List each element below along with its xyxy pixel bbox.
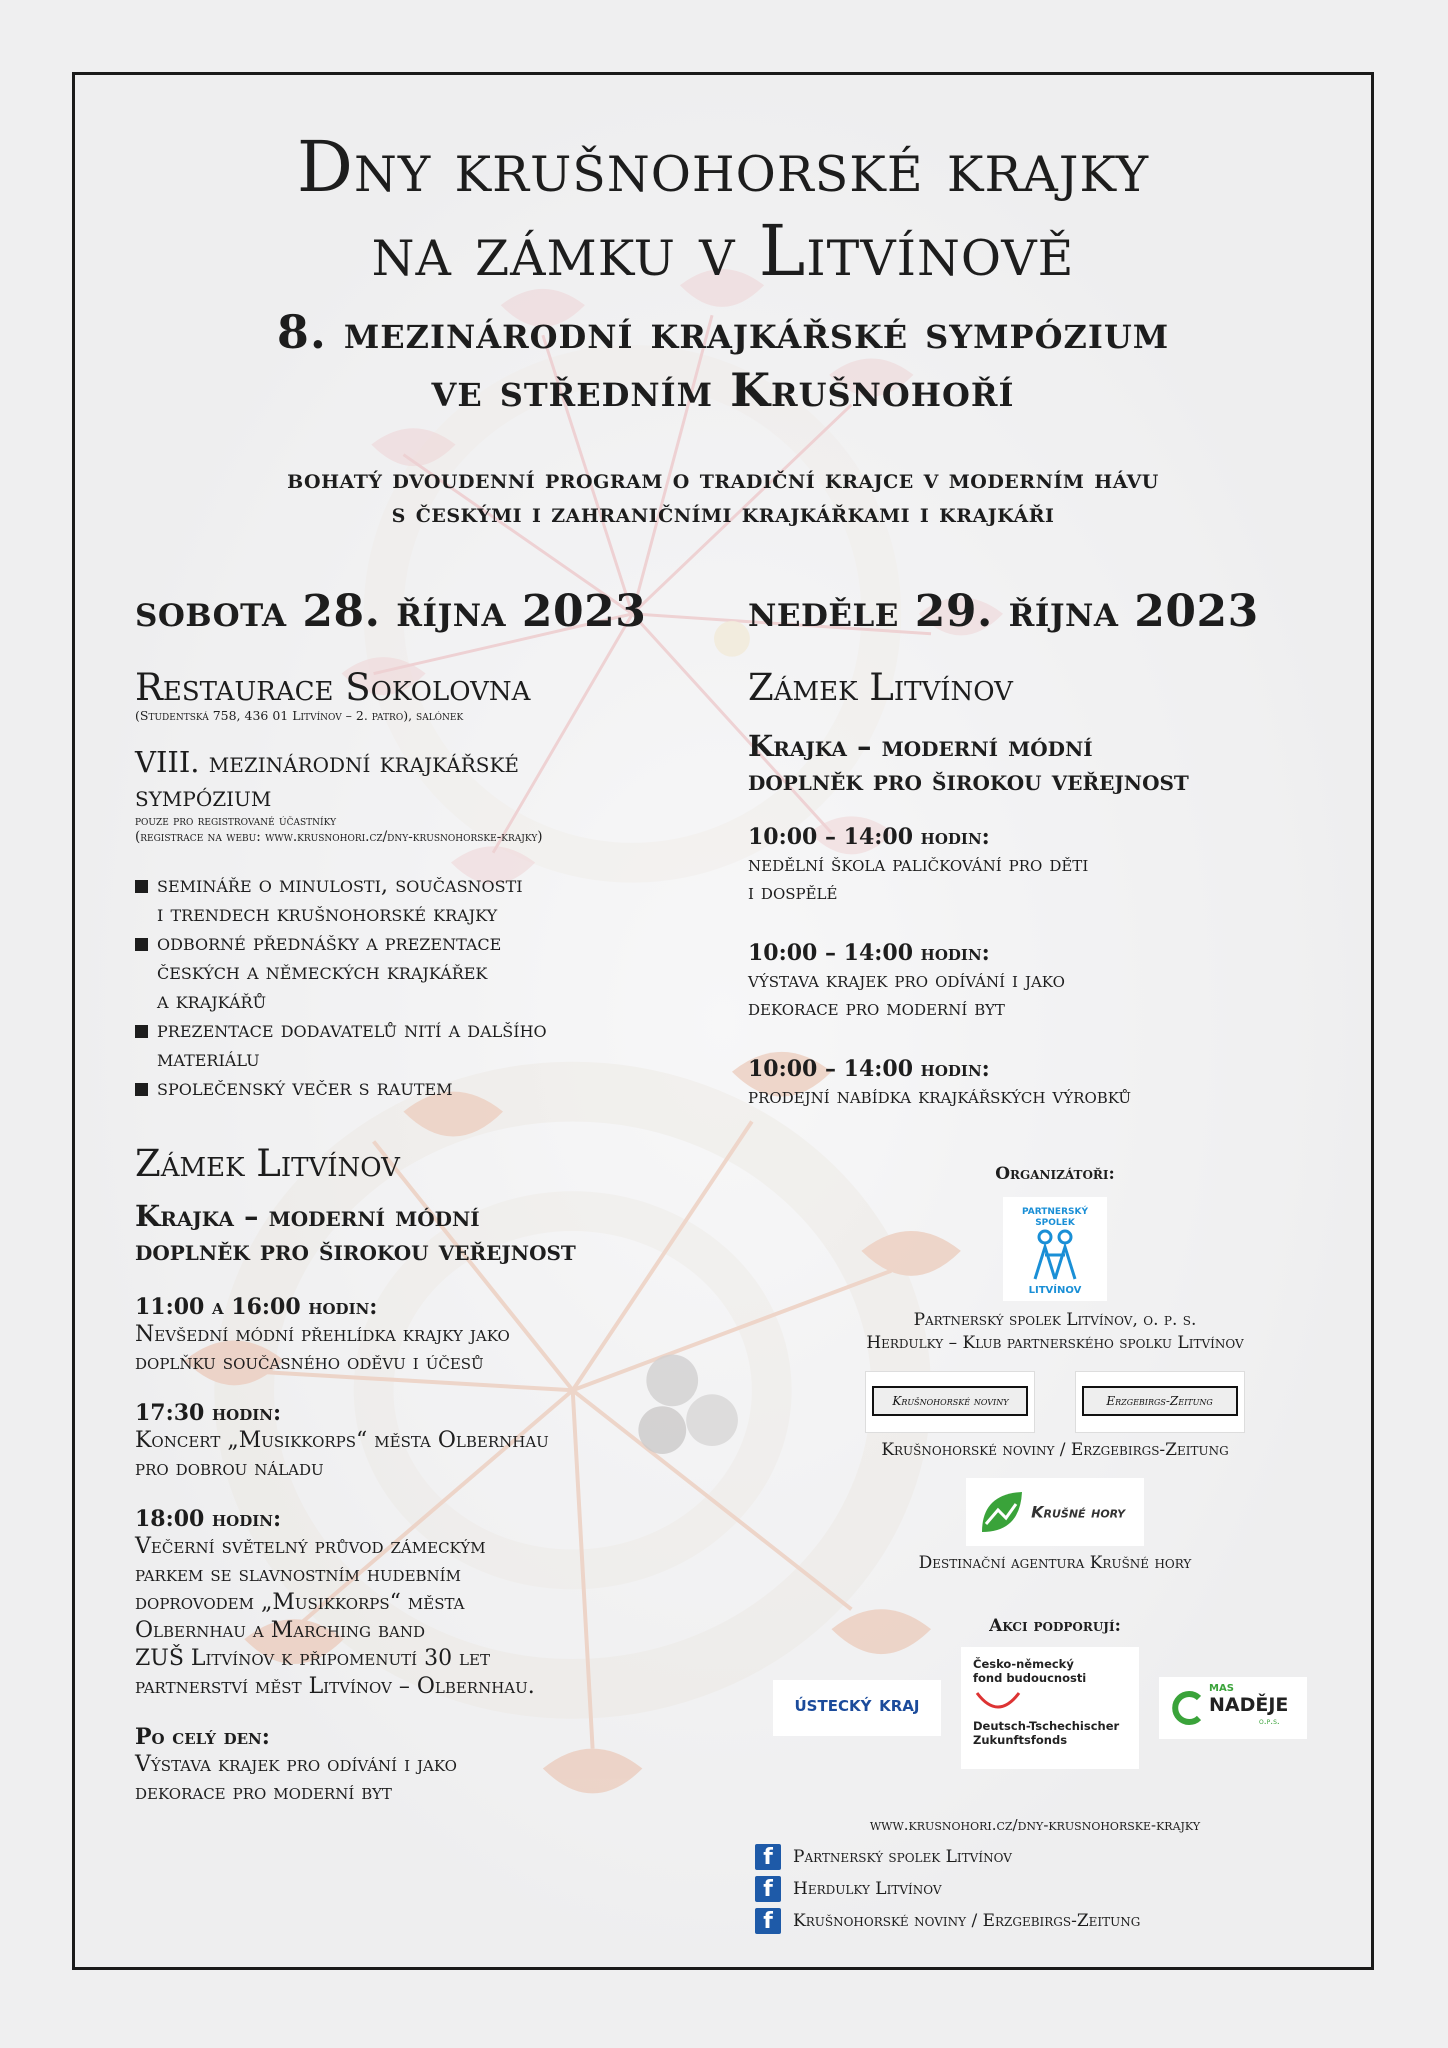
newspaper-logos	[755, 1371, 1355, 1433]
mas-nadeje-logo	[1159, 1677, 1307, 1739]
program-description: Večerní světelný průvod zámeckým parkem se slavnostním hudebním doprovodem „Musikkorps“ města Olbernhau a Marching band ZUŠ Litvínov k připomenutí 30 let partnerství měst Litvínov – Olbernhau.	[135, 1534, 535, 1699]
saturday-program-item	[135, 1723, 775, 1807]
logo-text: MAS	[1209, 1683, 1234, 1694]
saturday-venue2: Zámek Litvínov	[135, 1142, 400, 1185]
krusne-hory-logo	[966, 1478, 1144, 1546]
saturday-date: sobota 28. října 2023	[135, 586, 647, 637]
logo-text: Krušné hory	[1031, 1502, 1126, 1522]
sunday-column	[748, 585, 1348, 1133]
saturday-venue1-address: (Studentská 758, 436 01 Litvínov – 2. patro), salónek	[135, 708, 464, 723]
poster-frame	[72, 72, 1374, 1970]
leaf-c-icon	[1169, 1690, 1205, 1726]
program-time: 17:30 hodin:	[135, 1400, 282, 1426]
program-time: 10:00 – 14:00 hodin:	[748, 1056, 990, 1082]
sunday-event-title-line2: doplněk pro širokou veřejnost	[748, 763, 1189, 797]
saturday-program-item	[135, 1505, 775, 1701]
saturday-program-item	[135, 1399, 775, 1483]
saturday-venue1: Restaurace Sokolovna	[135, 666, 531, 709]
organizers-label: Organizátoři:	[995, 1164, 1115, 1184]
program-time: Po celý den:	[135, 1724, 270, 1750]
organizer-name: Destinační agentura Krušné hory	[918, 1553, 1192, 1573]
program-time: 10:00 – 14:00 hodin:	[748, 824, 990, 850]
logo-text: NADĚJE	[1209, 1694, 1289, 1716]
organizer-name: Partnerský spolek Litvínov, o. p. s.	[913, 1310, 1197, 1330]
smile-arc-icon	[973, 1689, 1023, 1715]
bullet-item	[135, 929, 775, 1016]
facebook-link[interactable]	[755, 1873, 1315, 1905]
supporter-logos	[725, 1647, 1355, 1769]
bullet-text: i trendech krušnohorské krajky	[157, 901, 498, 927]
saturday-column	[135, 585, 775, 1829]
partnersky-spolek-logo	[1003, 1197, 1107, 1301]
two-figures-icon	[1025, 1229, 1085, 1281]
square-bullet-icon	[135, 880, 148, 893]
facebook-icon: f	[755, 1876, 781, 1902]
program-description: prodejní nabídka krajkářských výrobků	[748, 1084, 1132, 1109]
sunday-program-item	[748, 823, 1348, 907]
program-description: nedělní škola paličkování pro děti i dospělé	[748, 852, 1089, 905]
saturday-event1-title-line1: VIII. mezinárodní krajkářské	[135, 745, 520, 779]
saturday-event2-title-line2: doplněk pro širokou veřejnost	[135, 1233, 576, 1267]
bullet-item	[135, 871, 775, 929]
cesko-nemecky-fond-logo	[961, 1647, 1139, 1769]
square-bullet-icon	[135, 938, 148, 951]
ustecky-kraj-logo	[773, 1680, 941, 1736]
tagline-line2: s českými i zahraničními krajkářkami i krajkáři	[391, 498, 1055, 529]
logo-text: Krušnohorské noviny	[872, 1386, 1028, 1416]
square-bullet-icon	[135, 1083, 148, 1096]
logo-subtext: LITVÍNOV	[1028, 1285, 1082, 1296]
sunday-program-item	[748, 1055, 1348, 1111]
links-section	[755, 1815, 1315, 1937]
main-title-line2: na zámku v Litvínově	[371, 210, 1075, 292]
logo-text: ústecký kraj	[794, 1692, 920, 1717]
registration-note: pouze pro registrované účastníky	[135, 813, 337, 829]
bullet-text: společenský večer s rautem	[157, 1075, 453, 1101]
logo-text: PARTNERSKÝ SPOLEK	[1022, 1207, 1088, 1228]
bullet-text: prezentace dodavatelů nití a dalšího	[157, 1017, 547, 1043]
facebook-page-name: Herdulky Litvínov	[793, 1879, 942, 1899]
symposium-bullet-list	[135, 871, 775, 1103]
erzgebirgs-zeitung-logo	[1075, 1371, 1245, 1433]
mountain-leaf-icon	[978, 1488, 1026, 1536]
bullet-text: semináře o minulosti, současnosti	[157, 872, 523, 898]
bullet-item	[135, 1016, 775, 1074]
bullet-text: materiálu	[157, 1046, 260, 1072]
sunday-event-title-line1: Krajka – moderní módní	[748, 729, 1093, 763]
facebook-icon: f	[755, 1908, 781, 1934]
square-bullet-icon	[135, 1025, 148, 1038]
saturday-event1-title-line2: sympózium	[135, 779, 272, 813]
logo-text: Erzgebirgs-Zeitung	[1082, 1386, 1238, 1416]
logo-text: Česko-německý	[973, 1657, 1074, 1671]
logo-text: Zukunftsfonds	[973, 1733, 1068, 1747]
program-time: 10:00 – 14:00 hodin:	[748, 940, 990, 966]
facebook-link[interactable]	[755, 1841, 1315, 1873]
bullet-item	[135, 1074, 775, 1103]
main-title-line1: Dny krušnohorské krajky	[296, 126, 1150, 208]
logo-text: Deutsch-Tschechischer	[973, 1719, 1120, 1733]
main-title	[75, 125, 1371, 293]
program-time: 18:00 hodin:	[135, 1506, 282, 1532]
subtitle-line2: ve středním Krušnohoří	[431, 363, 1015, 417]
tagline	[75, 463, 1371, 531]
logo-text: fond budoucnosti	[973, 1671, 1087, 1685]
tagline-line1: bohatý dvoudenní program o tradiční krajce v moderním hávu	[287, 464, 1159, 495]
sunday-date: neděle 29. října 2023	[748, 586, 1259, 637]
krusnohorske-noviny-logo	[865, 1371, 1035, 1433]
program-description: Výstava krajek pro odívání i jako dekorace pro moderní byt	[135, 1752, 457, 1805]
program-description: Koncert „Musikkorps“ města Olbernhau pro dobrou náladu	[135, 1428, 549, 1481]
organizer-name: Herdulky – Klub partnerského spolku Litvínov	[866, 1333, 1244, 1353]
logo-text: o.p.s.	[1259, 1717, 1280, 1727]
registration-url-note: (registrace na webu: www.krusnohori.cz/dny-krusnohorske-krajky)	[135, 829, 543, 845]
sunday-venue: Zámek Litvínov	[748, 666, 1013, 709]
saturday-program-item	[135, 1293, 775, 1377]
facebook-page-name: Krušnohorské noviny / Erzgebirgs-Zeitung	[793, 1911, 1141, 1931]
subtitle-line1: 8. mezinárodní krajkářské sympózium	[276, 305, 1170, 359]
facebook-page-name: Partnerský spolek Litvínov	[793, 1847, 1012, 1867]
sunday-program-item	[748, 939, 1348, 1023]
website-link[interactable]: www.krusnohori.cz/dny-krusnohorske-krajky	[869, 1816, 1201, 1834]
organizers-section	[755, 1163, 1355, 1769]
subtitle	[75, 303, 1371, 419]
program-time: 11:00 a 16:00 hodin:	[135, 1294, 378, 1320]
program-description: Nevšední módní přehlídka krajky jako doplňku současného oděvu i účesů	[135, 1322, 510, 1375]
supporters-label: Akci podporují:	[989, 1616, 1121, 1636]
facebook-icon: f	[755, 1844, 781, 1870]
bullet-text: odborné přednášky a prezentace	[157, 930, 502, 956]
program-description: výstava krajek pro odívání i jako dekorace pro moderní byt	[748, 968, 1065, 1021]
facebook-link[interactable]	[755, 1905, 1315, 1937]
organizer-name: Krušnohorské noviny / Erzgebirgs-Zeitung	[881, 1440, 1229, 1460]
saturday-event2-title-line1: Krajka – moderní módní	[135, 1199, 480, 1233]
bullet-text: a krajkářů	[157, 988, 267, 1014]
bullet-text: českých a německých krajkářek	[157, 959, 488, 985]
